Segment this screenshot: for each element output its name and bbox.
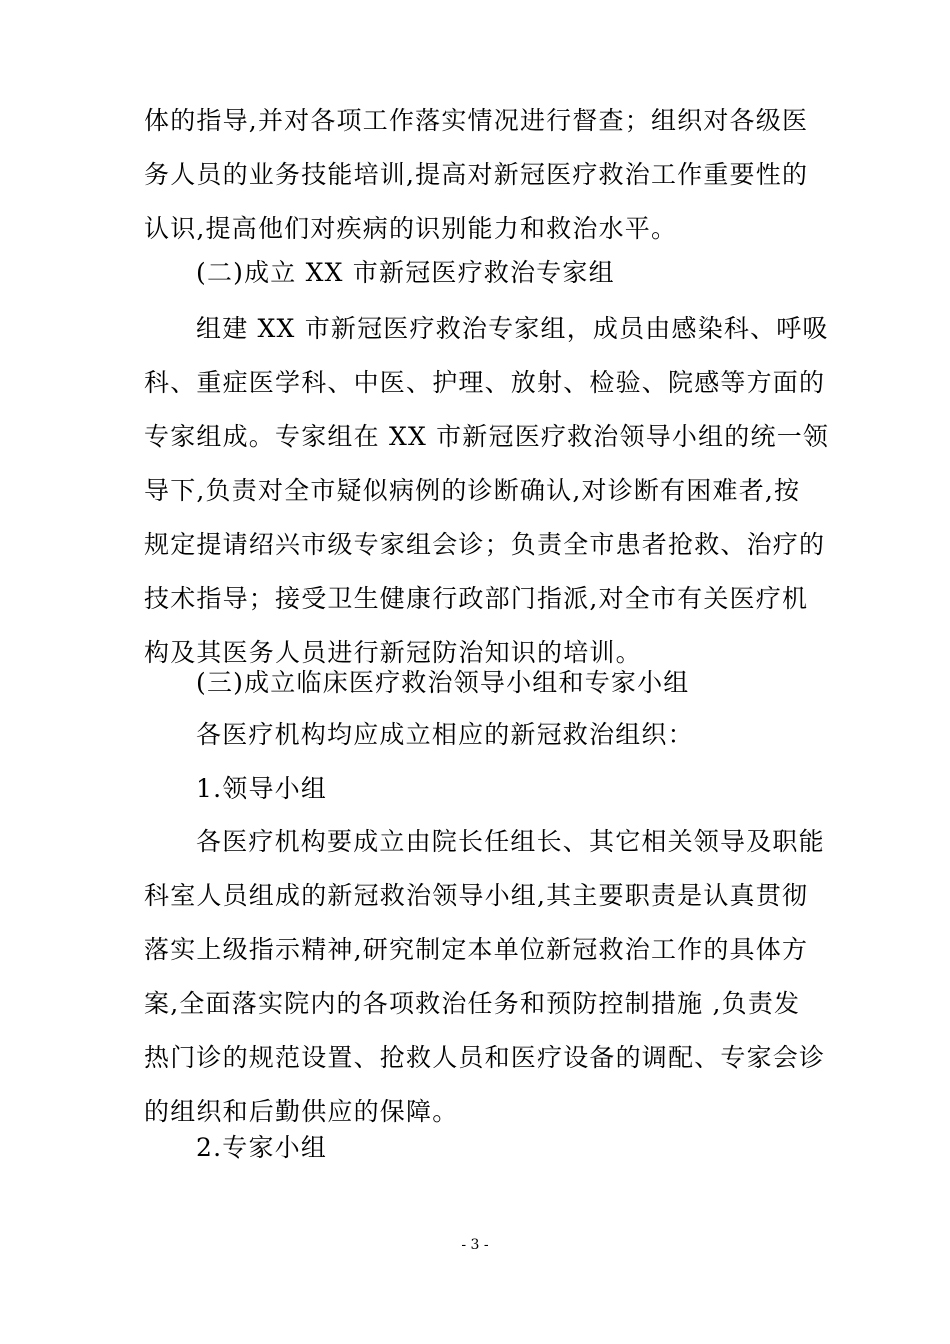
section-3-intro: 各医疗机构均应成立相应的新冠救治组织： [196,720,694,749]
text-line: 科室人员组成的新冠救治领导小组,其主要职责是认真贯彻 [144,881,809,910]
text-line: 专家组成。专家组在 XX 市新冠医疗救治领导小组的统一领 [144,422,830,451]
item-1-heading-block [144,762,809,816]
section-2-heading: (二)成立 XX 市新冠医疗救治专家组 [196,258,615,287]
text-line: 热门诊的规范设置、抢救人员和医疗设备的调配、专家会诊 [144,1043,826,1072]
section-3-heading-block [144,656,809,710]
text-line: 落实上级指示精神,研究制定本单位新冠救治工作的具体方 [144,935,809,964]
section-3-intro-block [144,708,809,762]
section-2-heading-block [144,246,809,300]
text-line: 体的指导,并对各项工作落实情况进行督查；组织对各级医 [144,106,809,135]
paragraph-continuation [144,94,809,256]
section-2-paragraph [144,302,830,680]
text-line: 认识,提高他们对疾病的识别能力和救治水平。 [144,214,678,243]
text-line: 的组织和后勤供应的保障。 [144,1097,459,1126]
text-line: 导下,负责对全市疑似病例的诊断确认,对诊断有困难者,按 [144,476,801,505]
page-number: - 3 - [461,1237,489,1253]
section-3-heading: (三)成立临床医疗救治领导小组和专家小组 [196,668,690,697]
item-2-heading: 2.专家小组 [196,1133,328,1162]
text-line: 技术指导；接受卫生健康行政部门指派,对全市有关医疗机 [144,584,809,613]
text-line: 构及其医务人员进行新冠防治知识的培训。 [144,638,642,667]
item-1-paragraph [144,815,826,1139]
text-line: 各医疗机构要成立由院长任组长、其它相关领导及职能 [196,827,825,856]
item-2-heading-block [144,1121,809,1175]
text-line: 科、重症医学科、中医、护理、放射、检验、院感等方面的 [144,368,826,397]
item-1-heading: 1.领导小组 [196,774,328,803]
text-line: 务人员的业务技能培训,提高对新冠医疗救治工作重要性的 [144,160,809,189]
text-line: 组建 XX 市新冠医疗救治专家组，成员由感染科、呼吸 [196,314,829,343]
text-line: 案,全面落实院内的各项救治任务和预防控制措施 ,负责发 [144,989,801,1018]
text-line: 规定提请绍兴市级专家组会诊；负责全市患者抢救、治疗的 [144,530,826,559]
